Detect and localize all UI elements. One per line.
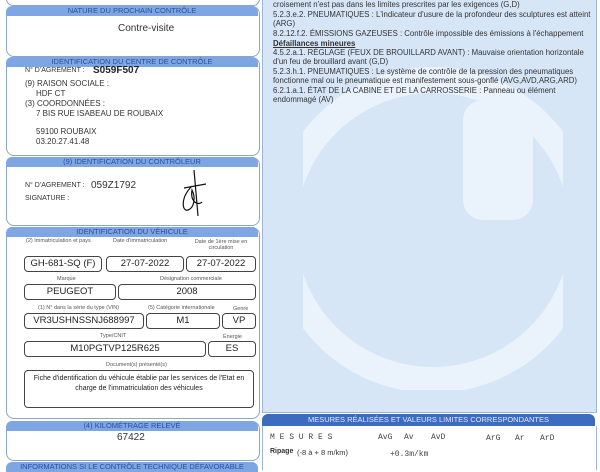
- next-control-header: NATURE DU PROCHAIN CONTRÔLE: [6, 6, 258, 16]
- vin-field: VR3USHNSSNJ688997: [24, 313, 144, 329]
- vehicle-header: IDENTIFICATION DU VÉHICULE: [6, 227, 258, 237]
- energie-label: Énergie: [223, 334, 242, 340]
- type-label: Type/CNIT: [100, 333, 127, 339]
- center-address: 7 BIS RUE ISABEAU DE ROUBAIX: [36, 109, 164, 118]
- date-first-label: Date de 1ère mise en circulation: [194, 239, 248, 251]
- immat-label: (2) Immatriculation et pays: [26, 238, 91, 244]
- marque-label: Marque: [57, 276, 76, 282]
- genre-field: VP: [222, 313, 256, 329]
- defect-line: croisement n'est pas dans les limites prescrites par les exigences (G,D): [273, 0, 520, 9]
- center-agrement-label: N° D'AGREMENT :: [25, 67, 85, 74]
- defects-panel: [262, 0, 597, 413]
- col-arg: ArG: [486, 434, 501, 443]
- mileage-header: (4) KILOMÉTRAGE RELEVÉ: [6, 421, 258, 431]
- controller-agrement: 059Z1792: [91, 180, 137, 191]
- col-avg: AvG: [378, 433, 393, 442]
- measures-header: MESURES RÉALISÉES ET VALEURS LIMITES CORRESPONDANTES: [262, 414, 595, 426]
- categorie-field: M1: [146, 313, 220, 329]
- vin-label: (1) N° dans la série du type (VIN): [38, 305, 120, 311]
- ripage-value: +0.3m/km: [390, 450, 429, 459]
- date-immat-field: 27-07-2022: [106, 256, 184, 272]
- docs-label: Document(s) présenté(s): [106, 362, 167, 368]
- marque-field: PEUGEOT: [24, 284, 116, 300]
- center-phone: 03.20.27.41.48: [36, 137, 90, 146]
- minor-defect: 5.2.3.h.1. PNEUMATIQUES : Le système de contrôle de la pression des pneumatiques fonctionne mal ou le pneumatique est manifestement sous-gonflé (AVG,AVD,ARG,ARD): [273, 67, 577, 86]
- controller-section: [6, 157, 260, 226]
- defect-line: 8.2.12.f.2. ÉMISSIONS GAZEUSES : Contrôle impossible des émissions à l'échappement: [273, 29, 584, 38]
- ripage-label: Ripage: [270, 448, 294, 455]
- next-section-header: INFORMATIONS SI LE CONTRÔLE TECHNIQUE DÉFAVORABLE: [6, 462, 258, 472]
- col-av: Av: [404, 433, 414, 442]
- minor-defect: 6.2.1.a.1. ÉTAT DE LA CABINE ET DE LA CARROSSERIE : Panneau ou élément endommagé (AV): [273, 86, 556, 105]
- immat-field: GH-681-SQ (F): [24, 256, 102, 272]
- defect-line: 5.2.3.e.2. PNEUMATIQUES : L'indicateur d'usure de la profondeur des sculptures est atteint (ARG): [273, 10, 591, 29]
- col-ard: ArD: [540, 434, 555, 443]
- minor-defect: 4.5.2.a.1. RÉGLAGE (FEUX DE BROUILLARD AVANT) : Mauvaise orientation horizontale d'un feu de brouillard avant (G,D): [273, 48, 584, 67]
- signature-label: SIGNATURE :: [25, 195, 70, 202]
- raison-label: (9) RAISON SOCIALE :: [25, 79, 110, 88]
- center-header: IDENTIFICATION DU CENTRE DE CONTRÔLE: [6, 57, 258, 67]
- energie-field: ES: [208, 341, 256, 357]
- center-city: 59100 ROUBAIX: [36, 127, 97, 136]
- signature-image: [172, 168, 212, 220]
- controller-agrement-label: N° D'AGREMENT :: [25, 182, 85, 189]
- raison-value: HDF CT: [36, 89, 66, 98]
- ripage-limit: (-8 à + 8 m/km): [297, 448, 349, 457]
- next-control-value: Contre-visite: [118, 23, 175, 34]
- docs-field: Fiche d'identification du véhicule établie par les services de l'Etat en charge de l'immatriculation des véhicules: [24, 370, 254, 408]
- date-first-field: 27-07-2022: [186, 256, 256, 272]
- center-agrement: S059F507: [93, 65, 140, 76]
- designation-label: Désignation commerciale: [160, 276, 222, 282]
- minor-defects-title: Défaillances mineures: [273, 39, 356, 48]
- col-ar: Ar: [515, 434, 525, 443]
- date-immat-label: Date d'immatriculation: [113, 238, 168, 244]
- categorie-label: (5) Catégorie internationale: [148, 305, 215, 311]
- coord-label: (3) COORDONNÉES :: [25, 99, 106, 108]
- controller-header: (9) IDENTIFICATION DU CONTRÔLEUR: [6, 157, 258, 167]
- mileage-value: 67422: [117, 432, 145, 443]
- genre-label: Genre: [233, 306, 249, 312]
- designation-field: 2008: [118, 284, 256, 300]
- watermark-logo: [303, 60, 563, 390]
- col-avd: AvD: [431, 433, 446, 442]
- measures-col-header: M E S U R E S: [270, 433, 333, 442]
- type-field: M10PGTVP125R625: [24, 341, 206, 357]
